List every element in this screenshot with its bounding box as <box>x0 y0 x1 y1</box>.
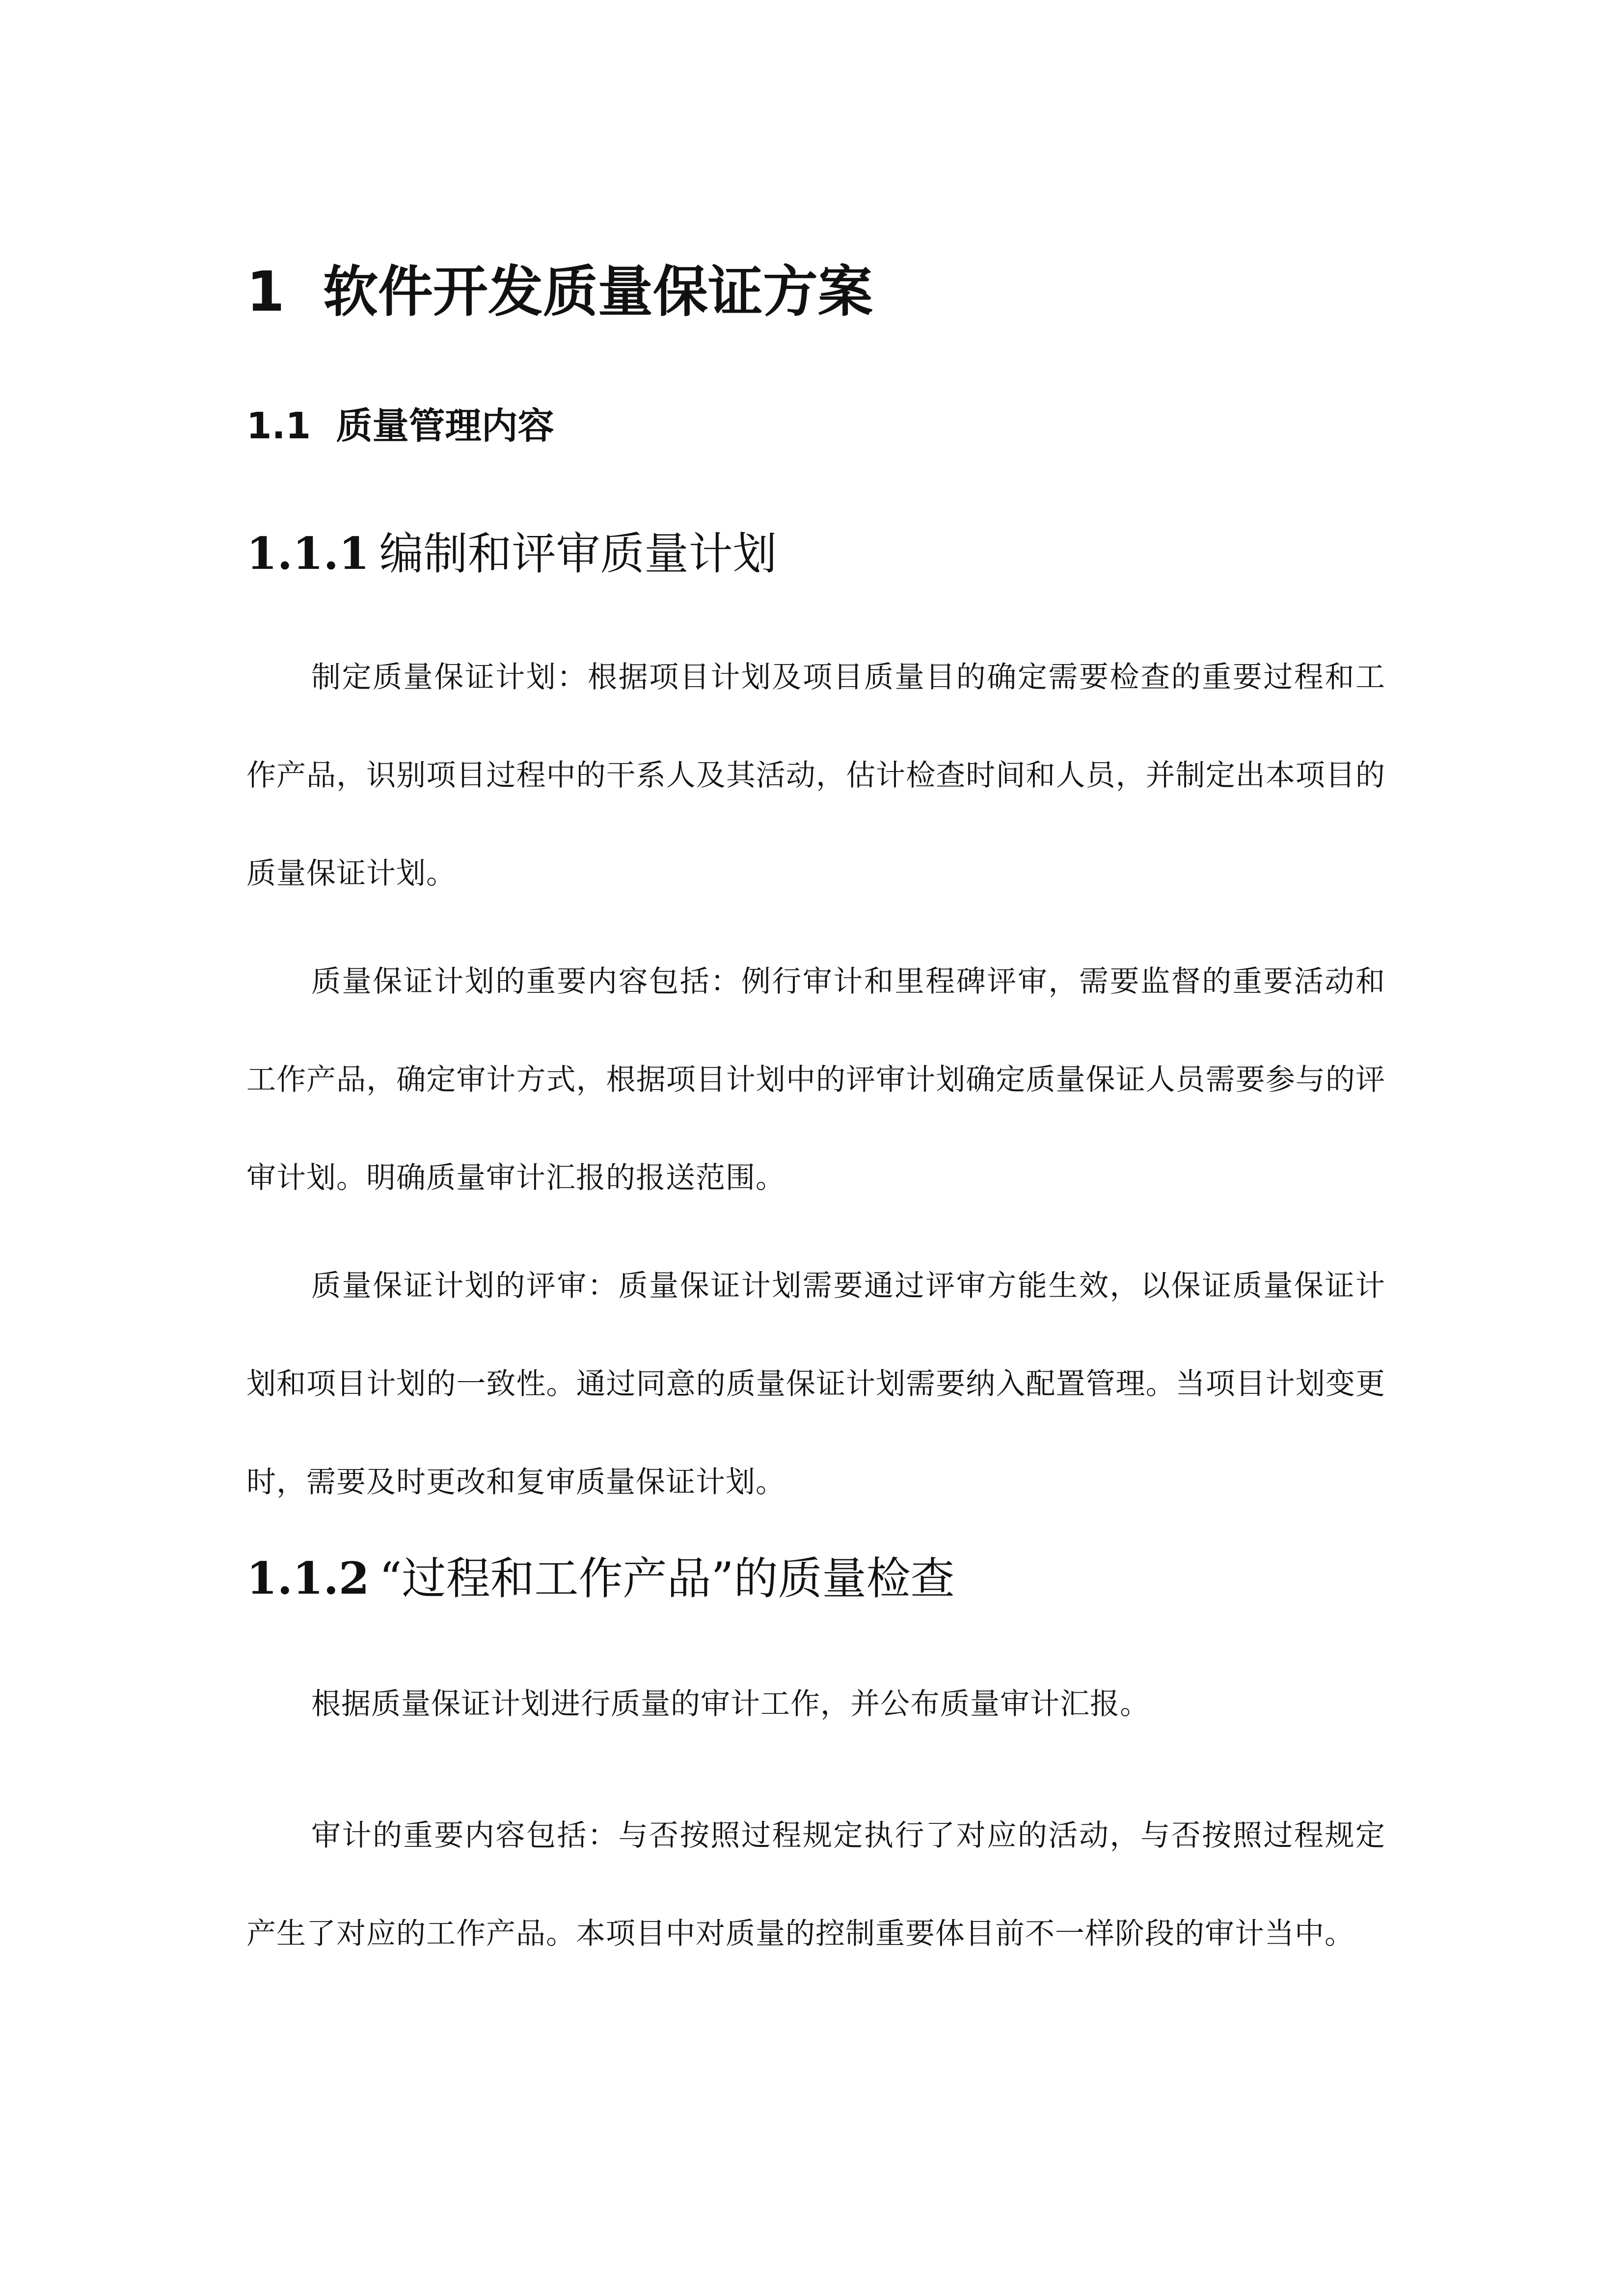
document-title-number: 1 <box>246 260 285 324</box>
paragraph: 质量保证计划的评审：质量保证计划需要通过评审方能生效，以保证质量保证计划和项目计划的一致性。通过同意的质量保证计划需要纳入配置管理。当项目计划变更时，需要及时更改和复审质量保证计划。 <box>246 1269 1385 1499</box>
section-title: 质量管理内容 <box>336 405 554 447</box>
document-title-text: 软件开发质量保证方案 <box>323 260 873 324</box>
subsection-title: “过程和工作产品”的质量检查 <box>379 1553 955 1604</box>
paragraph: 制定质量保证计划：根据项目计划及项目质量目的确定需要检查的重要过程和工作产品，识别项目过程中的干系人及其活动，估计检查时间和人员，并制定出本项目的质量保证计划。 <box>246 660 1385 891</box>
subsection-heading <box>246 524 777 584</box>
subsection-number: 1.1.2 <box>246 1552 370 1604</box>
paragraph: 根据质量保证计划进行质量的审计工作，并公布质量审计汇报。 <box>311 1687 1150 1721</box>
paragraph: 审计的重要内容包括：与否按照过程规定执行了对应的活动，与否按照过程规定产生了对应的工作产品。本项目中对质量的控制重要体目前不一样阶段的审计当中。 <box>246 1818 1385 1951</box>
paragraph: 质量保证计划的重要内容包括：例行审计和里程碑评审，需要监督的重要活动和工作产品，确定审计方式，根据项目计划中的评审计划确定质量保证人员需要参与的评审计划。明确质量审计汇报的报送范围。 <box>246 964 1385 1195</box>
subsection-heading <box>246 1549 955 1608</box>
document-title <box>246 255 873 329</box>
subsection-number: 1.1.1 <box>246 528 370 580</box>
section-heading <box>246 401 554 451</box>
section-number: 1.1 <box>246 405 311 447</box>
subsection-title: 编制和评审质量计划 <box>379 528 777 580</box>
